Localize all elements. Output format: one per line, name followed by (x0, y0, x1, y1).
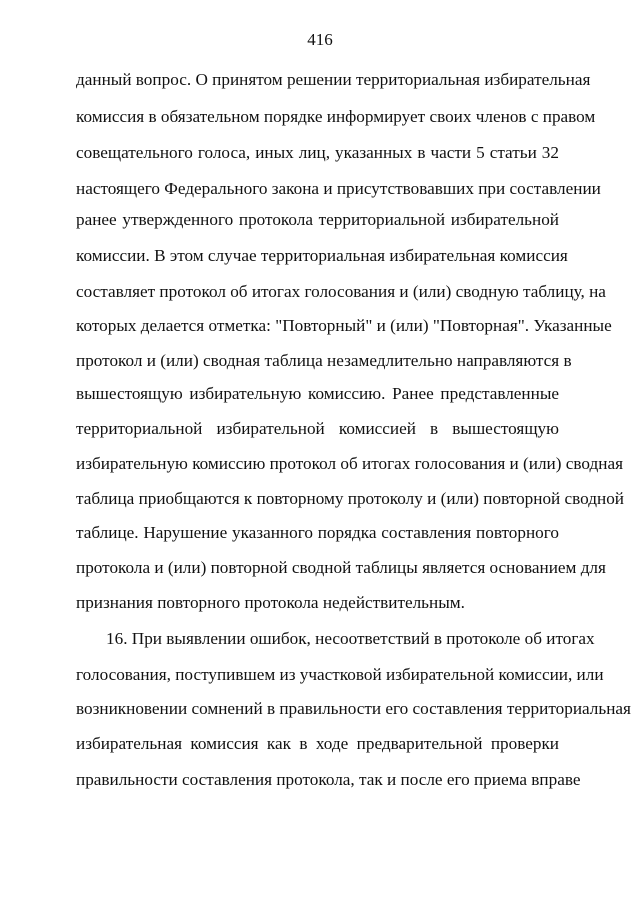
page-number: 416 (307, 30, 333, 49)
paragraph-first-line: 16. При выявлении ошибок, несоответствий в протоколе об итогах (106, 629, 595, 648)
text-line: настоящего Федерального закона и присутствовавших при составлении (76, 179, 601, 198)
text-line: признания повторного протокола недействительным. (76, 593, 465, 612)
text-line: протокола и (или) повторной сводной таблицы является основанием для (76, 558, 606, 577)
text-line: территориальной избирательной комиссией в вышестоящую (76, 419, 559, 438)
text-line: таблица приобщаются к повторному протоколу и (или) повторной сводной (76, 489, 625, 508)
text-line: голосования, поступившем из участковой избирательной комиссии, или (76, 665, 604, 684)
text-line: избирательная комиссия как в ходе предварительной проверки (76, 734, 559, 753)
text-line: составляет протокол об итогах голосования и (или) сводную таблицу, на (76, 282, 606, 301)
text-line: вышестоящую избирательную комиссию. Ранее представленные (76, 384, 559, 403)
text-line: комиссии. В этом случае территориальная избирательная комиссия (76, 246, 568, 265)
text-line: таблице. Нарушение указанного порядка составления повторного (76, 523, 559, 542)
text-line: протокол и (или) сводная таблица незамедлительно направляются в (76, 351, 572, 370)
text-line: которых делается отметка: "Повторный" и (или) "Повторная". Указанные (76, 316, 612, 335)
text-line: совещательного голоса, иных лиц, указанных в части 5 статьи 32 (76, 143, 559, 162)
text-line: возникновении сомнений в правильности его составления территориальная (76, 699, 631, 718)
text-line: данный вопрос. О принятом решении территориальная избирательная (76, 70, 591, 89)
text-line: комиссия в обязательном порядке информирует своих членов с правом (76, 107, 596, 126)
text-line: ранее утвержденного протокола территориальной избирательной (76, 210, 559, 229)
text-line: избирательную комиссию протокол об итогах голосования и (или) сводная (76, 454, 623, 473)
text-line: правильности составления протокола, так и после его приема вправе (76, 770, 581, 789)
